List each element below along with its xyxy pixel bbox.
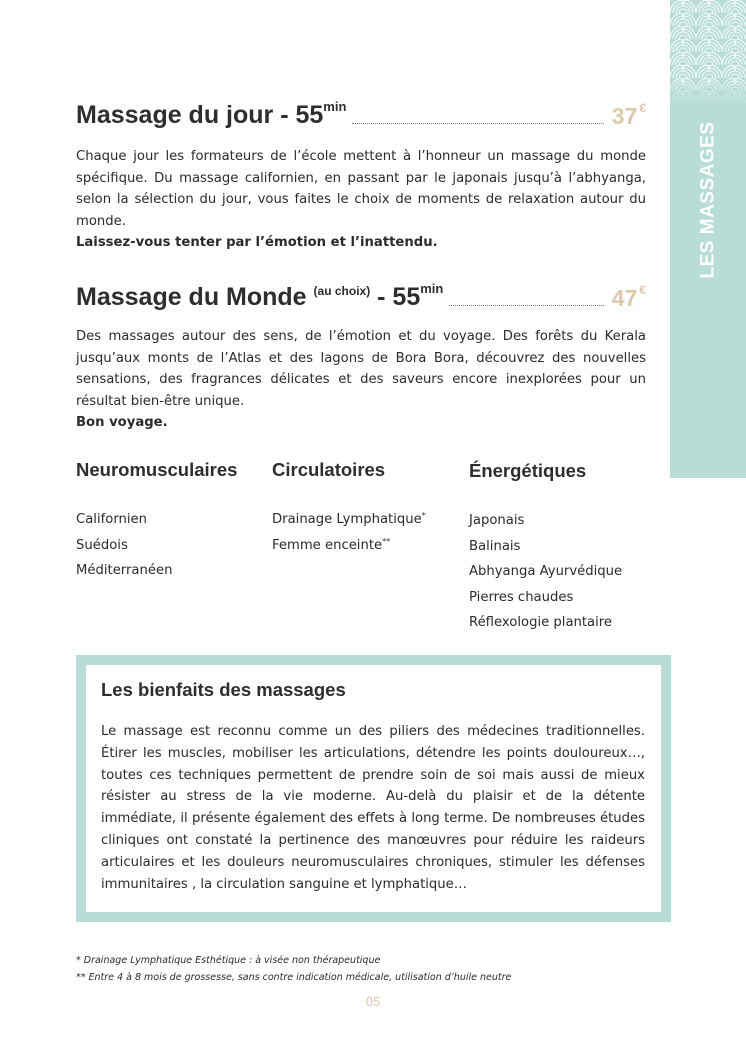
benefits-text: Le massage est reconnu comme un des piliers des médecines traditionnelles. Étirer les muscles, mobiliser les articulations, détendre les points douloureux…, toutes ces techniques permettent de prendre soin de soi mais aussi de mieux résister au stress de la vie moderne. Au-delà du plaisir et de la détente immédiate, il présente également des effets à long terme. De nombreuses études cliniques ont constaté la pertinence des manœuvres pour réduire les raideurs articulaires et les douleurs neuromusculaires chroniques, stimuler les défenses immunitaires , la circulation sanguine et lymphatique… — [101, 724, 645, 892]
list-item: Drainage Lymphatique* — [272, 511, 426, 527]
category-title: Neuromusculaires — [76, 459, 238, 480]
footnote-femme-enceinte: ** Entre 4 à 8 mois de grossesse, sans contre indication médicale, utilisation d’huile neutre — [76, 972, 512, 983]
category-title: Énergétiques — [469, 460, 587, 481]
list-item: Réflexologie plantaire — [469, 615, 613, 630]
massage-monde-description: Des massages autour des sens, de l’émotion et du voyage. Des forêts du Kerala jusqu’aux monts de l’Atlas et des lagons de Bora Bora, découvrez des nouvelles sensations, des fragrances délicates et des saveurs encore inexplorées pour un résultat bien-être unique. Bon voyage. — [76, 329, 646, 430]
massage-jour-title: Massage du jour - $55^{min}$ — [76, 99, 347, 129]
footnote-drainage: * Drainage Lymphatique Esthétique : à visée non thérapeutique — [76, 955, 381, 966]
side-band — [670, 0, 746, 478]
wave-pattern-icon — [670, 0, 746, 105]
list-item: Balinais — [469, 538, 521, 554]
list-item: Suédois — [76, 537, 128, 553]
massage-jour-description: Chaque jour les formateurs de l’école mettent à l’honneur un massage du monde spécifique. Du massage californien, en passant par le japonais jusqu’à l’abhyanga, selon la sélection du jour, vous faites le choix de moments de relaxation autour du monde. Laissez-vous tenter par l’émotion et l’inattendu. — [76, 149, 646, 250]
list-item: Pierres chaudes — [469, 589, 574, 605]
massage-jour-price: 37 € — [611, 101, 646, 129]
list-item: Méditerranéen — [76, 563, 173, 578]
category-neuromusculaires — [76, 459, 266, 582]
massage-monde-heading — [76, 276, 646, 310]
list-item: Abhyanga Ayurvédique — [469, 564, 623, 579]
massage-jour-heading — [76, 94, 646, 128]
category-circulatoires — [272, 459, 462, 556]
list-item: Japonais — [469, 513, 525, 528]
side-section-label: LES MASSAGES — [697, 121, 719, 279]
page-number: 05 — [365, 994, 381, 1009]
category-energetiques — [469, 460, 659, 634]
leader-dots — [352, 123, 603, 124]
leader-dots — [449, 305, 603, 306]
massage-monde-title: Massage du Monde $^{(au choix)} - 55^{min}$ — [76, 281, 444, 311]
list-item: Femme enceinte** — [272, 536, 391, 553]
massage-monde-price: 47 € — [611, 283, 646, 311]
list-item: Californien — [76, 512, 148, 527]
category-title: Circulatoires — [272, 459, 386, 480]
benefits-title: Les bienfaits des massages — [101, 679, 346, 700]
benefits-box — [76, 655, 671, 922]
